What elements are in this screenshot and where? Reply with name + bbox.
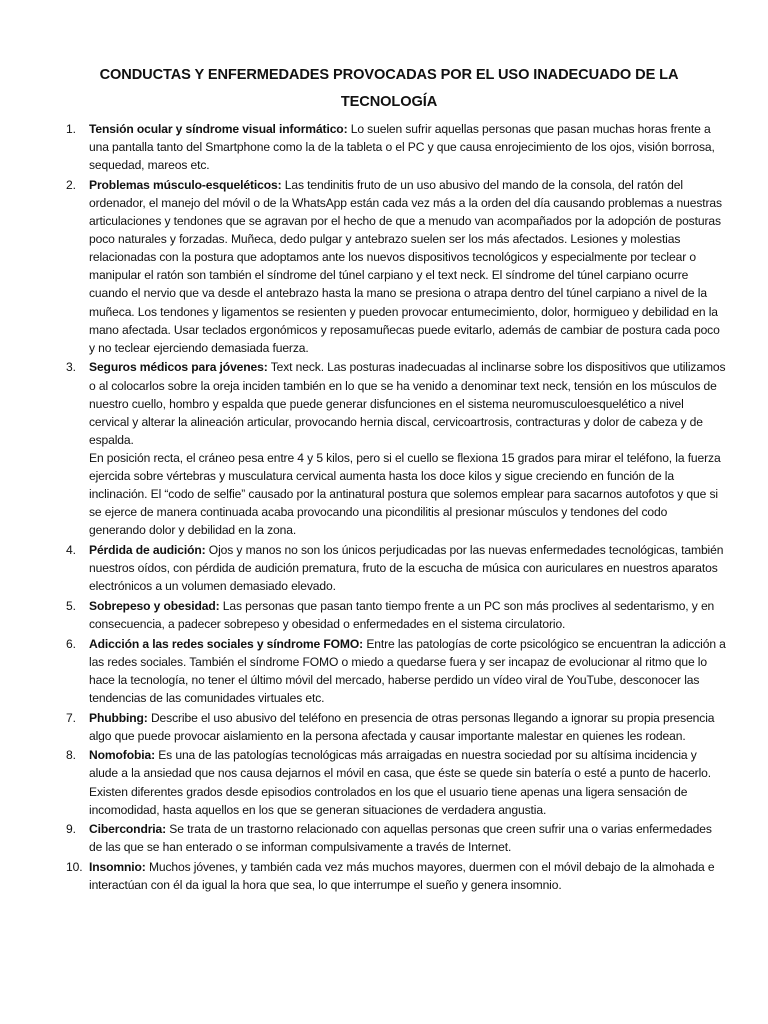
item-number: 7. xyxy=(66,710,76,725)
item-text: Muchos jóvenes, y también cada vez más muchos mayores, duermen con el móvil debajo de la almohada e interactúan con él da igual la hora que sea, lo que interrumpe el sueño y genera insomnio. xyxy=(89,860,715,893)
item-term: Pérdida de audición: xyxy=(89,542,206,557)
list-item xyxy=(0,858,768,894)
item-term: Seguros médicos para jóvenes: xyxy=(89,360,268,375)
item-number: 6. xyxy=(66,636,76,651)
item-text: Describe el uso abusivo del teléfono en presencia de otras personas llegando a ignorar su propia presencia algo que puede provocar aislamiento en la persona afectada y causar importante malestar en quienes les rodean. xyxy=(89,710,715,743)
item-text: Ojos y manos no son los únicos perjudicadas por las nuevas enfermedades tecnológicas, también nuestros oídos, con pérdida de audición prematura, fruto de la escucha de música con auriculares en nuestros aparatos electrónicos a un volumen demasiado elevado. xyxy=(89,542,724,594)
item-term: Sobrepeso y obesidad: xyxy=(89,598,220,613)
item-text: Las tendinitis fruto de un uso abusivo del mando de la consola, del ratón del ordenador, el manejo del móvil o de la WhatsApp están cada vez más a la orden del día causando problemas a nuestras articulaciones y tendones que se agravan por el hecho de que a menudo van acompañados por la adopción de posturas poco naturales y forzadas. Muñeca, dedo pulgar y antebrazo suelen ser los más afectados. Lesiones y molestias relacionadas con la postura que adoptamos ante los nuevos dispositivos tecnológicos y especialmente por teclear o manipular el ratón son también el síndrome del túnel carpiano y el text neck. El síndrome del túnel carpiano ocurre cuando el nervio que va desde el antebrazo hasta la mano se presiona o atrapa dentro del túnel carpiano a nivel de la muñeca. Los tendones y ligamentos se resienten y pueden provocar entumecimiento, dolor, hormigueo y debilidad en la mano afectada. Usar teclados ergonómicos y reposamuñecas puede evitarlo, además de cambiar de postura cada poco y no teclear ejerciendo demasiada fuerza. xyxy=(89,177,722,355)
item-number: 1. xyxy=(66,122,76,136)
numbered-list xyxy=(0,120,768,896)
item-term: Tensión ocular y síndrome visual informático: xyxy=(89,122,348,136)
list-item xyxy=(0,597,768,633)
item-text: Las personas que pasan tanto tiempo frente a un PC son más proclives al sedentarismo, y en consecuencia, a padecer sobrepeso y obesidad o enfermedades en el sistema circulatorio. xyxy=(89,598,715,631)
list-item xyxy=(0,176,768,357)
item-text: Se trata de un trastorno relacionado con aquellas personas que creen sufrir una o varias enfermedades de las que se han enterado o se informan compulsivamente a través de Internet. xyxy=(89,822,712,855)
item-number: 10. xyxy=(66,860,83,875)
document-title-line-1: CONDUCTAS Y ENFERMEDADES PROVOCADAS POR EL USO INADECUADO DE LA xyxy=(99,67,679,83)
list-item xyxy=(0,635,768,707)
list-item xyxy=(0,120,768,174)
list-item xyxy=(0,709,768,745)
item-term: Adicción a las redes sociales y síndrome FOMO: xyxy=(89,636,364,651)
list-item xyxy=(0,820,768,856)
item-term: Problemas músculo-esqueléticos: xyxy=(89,177,282,192)
list-item xyxy=(0,358,768,539)
list-item xyxy=(0,541,768,595)
item-term: Phubbing: xyxy=(89,710,148,725)
item-number: 2. xyxy=(66,177,76,192)
item-text: Text neck. Las posturas inadecuadas al inclinarse sobre los dispositivos que utilizamos o al colocarlos sobre la oreja inciden también en lo que se ha venido a denominar text neck, tensión en los músculos de nuestro cuello, hombro y espalda que puede generar disfunciones en el sistema neuromusculoesquelético a nivel cervical y alterar la alineación articular, provocando hernia discal, cervicoartrosis, contracturas y dolor de cabeza y de espalda. xyxy=(89,360,726,447)
item-number: 3. xyxy=(66,360,76,375)
item-text: Entre las patologías de corte psicológico se encuentran la adicción a las redes sociales. También el síndrome FOMO o miedo a quedarse fuera y ser incapaz de evolucionar al ritmo que lo hace la tecnología, no tener el último móvil del mercado, haberse perdido un vídeo viral de YouTube, desconocer las tendencias de las comunidades virtuales etc. xyxy=(89,636,726,705)
item-number: 9. xyxy=(66,822,76,837)
list-item xyxy=(0,746,768,818)
item-text: Es una de las patologías tecnológicas más arraigadas en nuestra sociedad por su altísima incidencia y alude a la ansiedad que nos causa dejarnos el móvil en casa, que éste se quede sin batería o esté a punto de hacerlo. Existen diferentes grados desde episodios controlados en los que el usuario tiene apenas una ligera sensación de incomodidad, hasta aquellos en los que se generan situaciones de verdadera angustia. xyxy=(89,748,711,817)
item-term: Nomofobia: xyxy=(89,748,155,763)
item-number: 8. xyxy=(66,748,76,763)
item-number: 5. xyxy=(66,598,76,613)
document-title-line-2: TECNOLOGÍA xyxy=(340,94,438,110)
item-term: Insomnio: xyxy=(89,860,146,875)
item-text-continued: En posición recta, el cráneo pesa entre 4 y 5 kilos, pero si el cuello se flexiona 15 grados para mirar el teléfono, la fuerza ejercida sobre vértebras y musculatura cervical aumenta hasta los doce kilos y sigue creciendo en función de la inclinación. El “codo de selfie” causado por la antinatural postura que solemos emplear para sacarnos autofotos y que si se ejerce de manera continuada acaba provocando una picondilitis al presionar músculos y tendones del codo generando dolor y debilidad en la zona. xyxy=(89,450,721,538)
item-text: Lo suelen sufrir aquellas personas que pasan muchas horas frente a una pantalla tanto del Smartphone como la de la tableta o el PC y que causa enrojecimiento de los ojos, visión borrosa, sequedad, mareos etc. xyxy=(89,122,715,173)
item-number: 4. xyxy=(66,542,76,557)
item-term: Cibercondria: xyxy=(89,822,167,837)
